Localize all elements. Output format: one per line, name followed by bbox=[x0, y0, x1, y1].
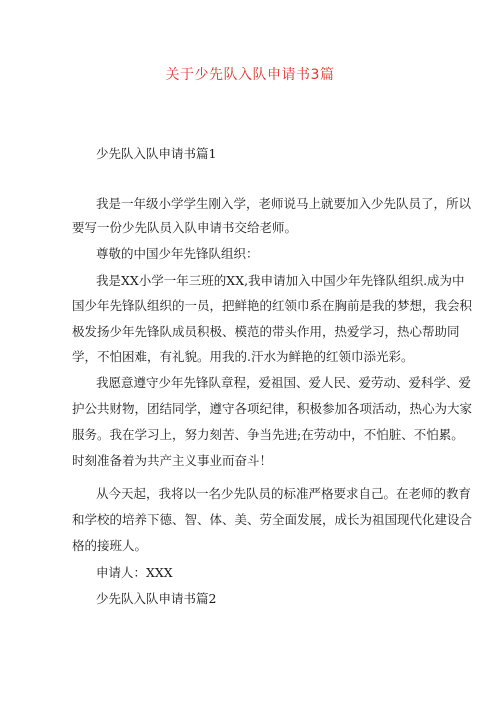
section-heading-2: 少先队入队申请书篇2 bbox=[96, 591, 217, 606]
document-title: 关于少先队入队申请书3篇 bbox=[165, 67, 335, 83]
signature: 申请人：XXX bbox=[96, 565, 173, 580]
section-heading-1: 少先队入队申请书篇1 bbox=[96, 146, 217, 161]
paragraph-2-line-1: 我是XX小学一年三班的XX,我申请加入中国少年先锋队组织.成为中 bbox=[96, 273, 465, 288]
paragraph-3-line-2: 护公共财物，团结同学，遵守各项纪律，积极参加各项活动，热心为大家 bbox=[72, 401, 473, 416]
paragraph-4-line-1: 从今天起，我将以一名少先队员的标准严格要求自己。在老师的教育 bbox=[96, 486, 472, 501]
paragraph-1-line-2: 要写一份少先队员入队申请书交给老师。 bbox=[72, 220, 298, 235]
paragraph-3-line-1: 我愿意遵守少年先锋队章程，爱祖国、爱人民、爱劳动、爱科学、爱 bbox=[96, 375, 472, 390]
paragraph-4-line-3: 格的接班人。 bbox=[72, 538, 148, 553]
paragraph-2-line-4: 学，不怕困难，有礼貌。用我的.汗水为鲜艳的红领巾添光彩。 bbox=[72, 349, 414, 364]
salutation: 尊敬的中国少年先锋队组织： bbox=[96, 246, 259, 261]
paragraph-3-line-3: 服务。我在学习上，努力刻苦、争当先进;在劳动中，不怕脏、不怕累。 bbox=[72, 427, 464, 442]
paragraph-4-line-2: 和学校的培养下德、智、体、美、劳全面发展，成长为祖国现代化建设合 bbox=[72, 512, 473, 527]
paragraph-2-line-3: 极发扬少年先锋队成员积极、模范的带头作用，热爱学习，热心帮助同 bbox=[72, 324, 460, 339]
paragraph-1-line-1: 我是一年级小学学生刚入学，老师说马上就要加入少先队员了，所以 bbox=[96, 196, 472, 211]
paragraph-3-line-4: 时刻准备着为共产主义事业而奋斗！ bbox=[72, 453, 273, 468]
paragraph-2-line-2: 国少年先锋队组织的一员，把鲜艳的红领巾系在胸前是我的梦想，我会积 bbox=[72, 298, 473, 313]
